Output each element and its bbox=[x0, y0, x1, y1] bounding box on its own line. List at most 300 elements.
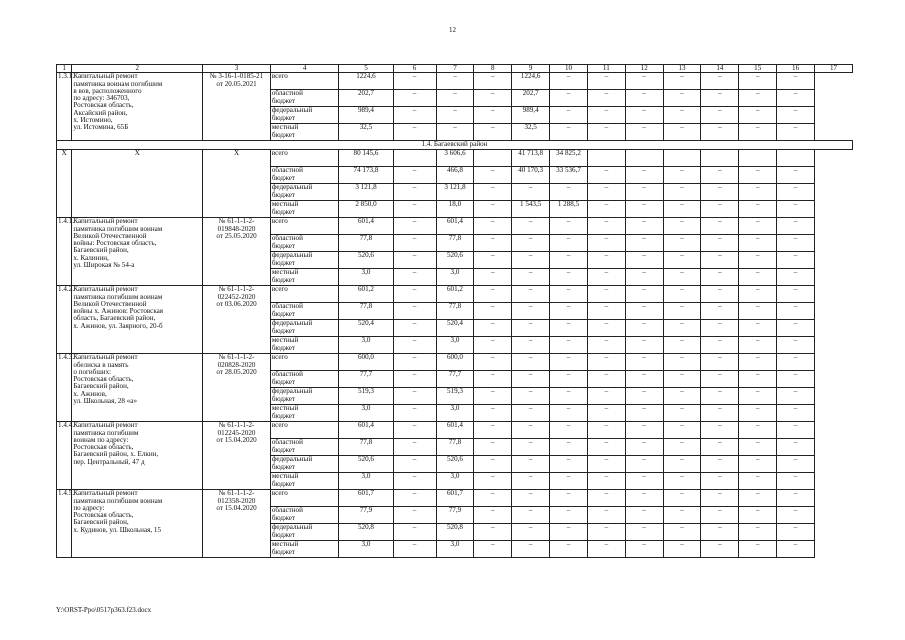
value-cell: – bbox=[625, 439, 663, 456]
value-cell: – bbox=[512, 337, 550, 354]
value-cell: – bbox=[625, 337, 663, 354]
value-cell: 601,4 bbox=[436, 218, 474, 235]
value-cell: 77,8 bbox=[339, 303, 393, 320]
value-cell: – bbox=[777, 405, 815, 422]
value-cell: – bbox=[393, 252, 436, 269]
value-cell: – bbox=[739, 524, 777, 541]
budget-table bbox=[56, 64, 853, 558]
funding-source: областной бюджет bbox=[270, 167, 339, 184]
value-cell: – bbox=[512, 269, 550, 286]
value-cell: 3,0 bbox=[436, 405, 474, 422]
value-cell: – bbox=[474, 456, 512, 473]
document-ref: № 3-16-1-0185-21 от 20.05.2021 bbox=[203, 73, 271, 141]
value-cell: – bbox=[739, 405, 777, 422]
value-cell: – bbox=[512, 456, 550, 473]
value-cell: – bbox=[701, 73, 739, 90]
value-cell: – bbox=[701, 354, 739, 371]
value-cell: – bbox=[550, 269, 588, 286]
value-cell: – bbox=[393, 354, 436, 371]
table-row bbox=[57, 150, 853, 167]
value-cell: – bbox=[550, 524, 588, 541]
value-cell: – bbox=[587, 286, 625, 303]
funding-source: местный бюджет bbox=[270, 201, 339, 218]
column-header: 8 bbox=[474, 65, 512, 73]
funding-source: местный бюджет bbox=[270, 405, 339, 422]
value-cell: – bbox=[701, 439, 739, 456]
document-ref: № 61-1-1-2- 019848-2020 от 25.05.2020 bbox=[203, 218, 271, 286]
funding-source: федеральный бюджет bbox=[270, 320, 339, 337]
object-name: Капитальный ремонт памятника погибшим воинам по адресу: Ростовская область, Багаевский район, х. Кудинов, ул. Школьная, 15 bbox=[72, 490, 203, 558]
value-cell: – bbox=[474, 107, 512, 124]
value-cell: – bbox=[512, 388, 550, 405]
value-cell: – bbox=[625, 354, 663, 371]
value-cell: – bbox=[777, 354, 815, 371]
table-row bbox=[57, 218, 853, 235]
value-cell: – bbox=[550, 320, 588, 337]
value-cell: – bbox=[512, 422, 550, 439]
value-cell: 520,6 bbox=[339, 456, 393, 473]
value-cell: – bbox=[587, 252, 625, 269]
value-cell: – bbox=[701, 371, 739, 388]
value-cell: – bbox=[663, 337, 701, 354]
value-cell: – bbox=[663, 405, 701, 422]
value-cell: – bbox=[777, 371, 815, 388]
value-cell: – bbox=[739, 184, 777, 201]
total-marker: Х bbox=[72, 150, 203, 218]
column-header: 11 bbox=[587, 65, 625, 73]
value-cell: – bbox=[663, 167, 701, 184]
value-cell: – bbox=[474, 490, 512, 507]
column-header: 7 bbox=[436, 65, 474, 73]
column-header: 13 bbox=[663, 65, 701, 73]
value-cell: – bbox=[512, 354, 550, 371]
value-cell: 77,7 bbox=[436, 371, 474, 388]
value-cell: – bbox=[777, 337, 815, 354]
value-cell: – bbox=[550, 184, 588, 201]
value-cell: – bbox=[587, 473, 625, 490]
value-cell: 520,8 bbox=[339, 524, 393, 541]
table-row bbox=[57, 73, 853, 90]
value-cell: 41 713,8 bbox=[512, 150, 550, 167]
value-cell: – bbox=[587, 167, 625, 184]
funding-source: областной бюджет bbox=[270, 439, 339, 456]
value-cell: 3,0 bbox=[339, 473, 393, 490]
object-name: Капитальный ремонт обелиска в память о погибших: Ростовская область, Багаевский район, х. Ажинов, ул. Школьная, 28 «а» bbox=[72, 354, 203, 422]
value-cell: – bbox=[739, 201, 777, 218]
value-cell: – bbox=[777, 286, 815, 303]
value-cell: – bbox=[663, 286, 701, 303]
value-cell: 600,0 bbox=[436, 354, 474, 371]
value-cell: – bbox=[625, 201, 663, 218]
value-cell: – bbox=[436, 107, 474, 124]
value-cell: – bbox=[739, 371, 777, 388]
value-cell: – bbox=[739, 124, 777, 141]
value-cell: – bbox=[663, 201, 701, 218]
value-cell: – bbox=[474, 167, 512, 184]
value-cell: – bbox=[474, 252, 512, 269]
value-cell: – bbox=[739, 456, 777, 473]
value-cell: – bbox=[777, 388, 815, 405]
funding-source: федеральный бюджет bbox=[270, 252, 339, 269]
value-cell: 520,6 bbox=[436, 252, 474, 269]
column-header: 1 bbox=[57, 65, 72, 73]
value-cell: – bbox=[550, 422, 588, 439]
value-cell: – bbox=[777, 320, 815, 337]
value-cell: – bbox=[625, 167, 663, 184]
value-cell: – bbox=[777, 73, 815, 90]
document-ref: № 61-1-1-2- 012245-2020 от 15.04.2020 bbox=[203, 422, 271, 490]
value-cell: – bbox=[550, 286, 588, 303]
value-cell: – bbox=[739, 422, 777, 439]
value-cell: – bbox=[393, 167, 436, 184]
funding-source: областной бюджет bbox=[270, 507, 339, 524]
value-cell: – bbox=[663, 303, 701, 320]
funding-source: всего bbox=[270, 286, 339, 303]
table-row bbox=[57, 490, 853, 507]
funding-source: местный бюджет bbox=[270, 124, 339, 141]
value-cell: – bbox=[587, 90, 625, 107]
value-cell: – bbox=[474, 388, 512, 405]
value-cell: – bbox=[701, 90, 739, 107]
value-cell: – bbox=[587, 320, 625, 337]
column-header: 5 bbox=[339, 65, 393, 73]
value-cell: – bbox=[393, 201, 436, 218]
funding-source: федеральный бюджет bbox=[270, 456, 339, 473]
value-cell: – bbox=[739, 167, 777, 184]
value-cell: – bbox=[663, 524, 701, 541]
value-cell: – bbox=[587, 184, 625, 201]
value-cell: – bbox=[474, 124, 512, 141]
value-cell: – bbox=[625, 90, 663, 107]
value-cell: – bbox=[777, 90, 815, 107]
value-cell: – bbox=[663, 388, 701, 405]
value-cell: – bbox=[663, 473, 701, 490]
value-cell: 1 543,5 bbox=[512, 201, 550, 218]
value-cell: – bbox=[739, 490, 777, 507]
value-cell: – bbox=[587, 218, 625, 235]
value-cell: – bbox=[512, 303, 550, 320]
value-cell: – bbox=[587, 303, 625, 320]
value-cell: 601,7 bbox=[436, 490, 474, 507]
value-cell: – bbox=[393, 473, 436, 490]
value-cell: – bbox=[663, 252, 701, 269]
value-cell: 1 288,5 bbox=[550, 201, 588, 218]
value-cell: 1224,6 bbox=[339, 73, 393, 90]
value-cell: – bbox=[393, 507, 436, 524]
row-number: 1.4.2. bbox=[57, 286, 72, 354]
value-cell: – bbox=[512, 252, 550, 269]
value-cell: – bbox=[777, 269, 815, 286]
value-cell bbox=[393, 150, 436, 167]
value-cell: – bbox=[625, 286, 663, 303]
value-cell bbox=[625, 150, 663, 167]
value-cell: – bbox=[777, 507, 815, 524]
value-cell: – bbox=[587, 235, 625, 252]
value-cell: – bbox=[777, 473, 815, 490]
value-cell: 77,9 bbox=[339, 507, 393, 524]
funding-source: всего bbox=[270, 354, 339, 371]
value-cell: 466,8 bbox=[436, 167, 474, 184]
value-cell: – bbox=[474, 235, 512, 252]
value-cell: – bbox=[701, 124, 739, 141]
funding-source: всего bbox=[270, 422, 339, 439]
column-header: 12 bbox=[625, 65, 663, 73]
funding-source: всего bbox=[270, 218, 339, 235]
value-cell: – bbox=[701, 337, 739, 354]
value-cell: 600,0 bbox=[339, 354, 393, 371]
value-cell: – bbox=[739, 320, 777, 337]
value-cell: – bbox=[663, 439, 701, 456]
value-cell: – bbox=[393, 184, 436, 201]
value-cell: – bbox=[739, 73, 777, 90]
value-cell: 202,7 bbox=[512, 90, 550, 107]
value-cell: 77,8 bbox=[436, 439, 474, 456]
value-cell: – bbox=[663, 90, 701, 107]
value-cell: 77,7 bbox=[339, 371, 393, 388]
value-cell: – bbox=[739, 337, 777, 354]
value-cell: – bbox=[587, 354, 625, 371]
value-cell: 3 121,8 bbox=[339, 184, 393, 201]
value-cell: – bbox=[512, 235, 550, 252]
value-cell: – bbox=[550, 252, 588, 269]
funding-source: областной бюджет bbox=[270, 235, 339, 252]
value-cell: – bbox=[474, 422, 512, 439]
value-cell: – bbox=[739, 107, 777, 124]
value-cell: 74 173,8 bbox=[339, 167, 393, 184]
value-cell: – bbox=[739, 473, 777, 490]
value-cell: – bbox=[625, 269, 663, 286]
value-cell: – bbox=[393, 73, 436, 90]
column-header: 4 bbox=[270, 65, 339, 73]
column-header: 10 bbox=[550, 65, 588, 73]
column-header: 15 bbox=[739, 65, 777, 73]
value-cell: – bbox=[739, 235, 777, 252]
value-cell: – bbox=[393, 235, 436, 252]
value-cell: – bbox=[663, 235, 701, 252]
funding-source: всего bbox=[270, 490, 339, 507]
value-cell: – bbox=[701, 473, 739, 490]
value-cell: – bbox=[739, 303, 777, 320]
value-cell: 3 606,6 bbox=[436, 150, 474, 167]
value-cell: – bbox=[701, 252, 739, 269]
funding-source: федеральный бюджет bbox=[270, 388, 339, 405]
value-cell: – bbox=[393, 456, 436, 473]
column-header: 3 bbox=[203, 65, 271, 73]
row-number: 1.4.5. bbox=[57, 490, 72, 558]
value-cell: – bbox=[587, 107, 625, 124]
value-cell: – bbox=[474, 473, 512, 490]
value-cell: 18,0 bbox=[436, 201, 474, 218]
value-cell: – bbox=[587, 456, 625, 473]
value-cell: – bbox=[587, 73, 625, 90]
value-cell: – bbox=[474, 354, 512, 371]
value-cell: – bbox=[663, 184, 701, 201]
value-cell: – bbox=[474, 269, 512, 286]
value-cell: 3,0 bbox=[339, 405, 393, 422]
value-cell: 202,7 bbox=[339, 90, 393, 107]
value-cell: 601,7 bbox=[339, 490, 393, 507]
value-cell: – bbox=[701, 490, 739, 507]
document-ref: № 61-1-1-2- 020828-2020 от 28.05.2020 bbox=[203, 354, 271, 422]
value-cell: – bbox=[777, 252, 815, 269]
value-cell: – bbox=[625, 524, 663, 541]
table-row bbox=[57, 354, 853, 371]
value-cell: – bbox=[587, 507, 625, 524]
value-cell: – bbox=[550, 73, 588, 90]
value-cell: – bbox=[587, 388, 625, 405]
value-cell: – bbox=[587, 201, 625, 218]
value-cell: – bbox=[625, 490, 663, 507]
value-cell: – bbox=[777, 235, 815, 252]
value-cell: 989,4 bbox=[339, 107, 393, 124]
value-cell: – bbox=[663, 124, 701, 141]
value-cell: 519,3 bbox=[436, 388, 474, 405]
value-cell: – bbox=[701, 286, 739, 303]
value-cell: – bbox=[587, 541, 625, 558]
row-number: 1.3.1. bbox=[57, 73, 72, 141]
value-cell: – bbox=[663, 320, 701, 337]
value-cell: 3,0 bbox=[339, 541, 393, 558]
value-cell: – bbox=[436, 73, 474, 90]
value-cell: – bbox=[625, 124, 663, 141]
value-cell: – bbox=[393, 218, 436, 235]
value-cell: – bbox=[625, 473, 663, 490]
value-cell: – bbox=[701, 388, 739, 405]
value-cell: – bbox=[474, 218, 512, 235]
value-cell: – bbox=[474, 524, 512, 541]
value-cell: – bbox=[512, 473, 550, 490]
total-marker: Х bbox=[203, 150, 271, 218]
value-cell: – bbox=[587, 371, 625, 388]
value-cell: – bbox=[587, 524, 625, 541]
value-cell: 77,9 bbox=[436, 507, 474, 524]
row-number: 1.4.4. bbox=[57, 422, 72, 490]
value-cell: – bbox=[393, 490, 436, 507]
value-cell: – bbox=[587, 124, 625, 141]
object-name: Капитальный ремонт памятника погибшим воинам Великой Отечественной войны: Ростовская область, Багаевский район, х. Калинин, ул. Широкая № 54-а bbox=[72, 218, 203, 286]
value-cell: 3,0 bbox=[339, 269, 393, 286]
value-cell: – bbox=[777, 167, 815, 184]
value-cell: – bbox=[550, 218, 588, 235]
footer-file-path: Y:\ORST-Ppo\0517p363.f23.docx bbox=[56, 606, 152, 614]
value-cell: – bbox=[625, 73, 663, 90]
value-cell: – bbox=[474, 405, 512, 422]
value-cell: – bbox=[739, 218, 777, 235]
funding-source: федеральный бюджет bbox=[270, 107, 339, 124]
value-cell: – bbox=[739, 286, 777, 303]
value-cell: 2 850,0 bbox=[339, 201, 393, 218]
table-row bbox=[57, 422, 853, 439]
value-cell: – bbox=[550, 303, 588, 320]
value-cell: – bbox=[393, 269, 436, 286]
value-cell: – bbox=[474, 90, 512, 107]
value-cell: – bbox=[393, 124, 436, 141]
value-cell: – bbox=[701, 303, 739, 320]
value-cell: 40 170,3 bbox=[512, 167, 550, 184]
value-cell: – bbox=[625, 235, 663, 252]
value-cell: – bbox=[587, 439, 625, 456]
value-cell: – bbox=[393, 90, 436, 107]
value-cell: – bbox=[474, 303, 512, 320]
value-cell: 601,4 bbox=[339, 422, 393, 439]
table-row bbox=[57, 286, 853, 303]
value-cell: – bbox=[393, 524, 436, 541]
value-cell: 3,0 bbox=[436, 473, 474, 490]
value-cell: – bbox=[625, 184, 663, 201]
funding-source: местный бюджет bbox=[270, 269, 339, 286]
object-name: Капитальный ремонт памятника погибшим воинам Великой Отечественной войны х. Ажинов: Ростовская область, Багаевский район, х. Ажинов, ул. Заярного, 20-б bbox=[72, 286, 203, 354]
value-cell: – bbox=[663, 107, 701, 124]
value-cell: 989,4 bbox=[512, 107, 550, 124]
value-cell: – bbox=[739, 90, 777, 107]
value-cell bbox=[777, 150, 815, 167]
value-cell: – bbox=[393, 371, 436, 388]
value-cell: – bbox=[777, 439, 815, 456]
value-cell: – bbox=[701, 201, 739, 218]
value-cell: – bbox=[474, 337, 512, 354]
value-cell: – bbox=[550, 354, 588, 371]
value-cell: 601,4 bbox=[436, 422, 474, 439]
value-cell: – bbox=[701, 218, 739, 235]
funding-source: областной бюджет bbox=[270, 371, 339, 388]
document-ref: № 61-1-1-2- 022452-2020 от 03.06.2020 bbox=[203, 286, 271, 354]
value-cell: – bbox=[393, 422, 436, 439]
value-cell: – bbox=[550, 90, 588, 107]
value-cell: – bbox=[512, 371, 550, 388]
value-cell: – bbox=[587, 405, 625, 422]
page-number: 12 bbox=[449, 26, 456, 34]
value-cell bbox=[474, 150, 512, 167]
value-cell: – bbox=[512, 507, 550, 524]
value-cell: – bbox=[625, 320, 663, 337]
value-cell: – bbox=[474, 541, 512, 558]
value-cell: – bbox=[739, 354, 777, 371]
row-number: 1.4.1. bbox=[57, 218, 72, 286]
value-cell: – bbox=[777, 303, 815, 320]
value-cell: 77,8 bbox=[436, 303, 474, 320]
value-cell: – bbox=[777, 124, 815, 141]
value-cell: – bbox=[393, 303, 436, 320]
column-header: 2 bbox=[72, 65, 203, 73]
value-cell: – bbox=[663, 218, 701, 235]
value-cell: – bbox=[701, 507, 739, 524]
value-cell: – bbox=[625, 507, 663, 524]
value-cell: – bbox=[474, 184, 512, 201]
value-cell: – bbox=[474, 286, 512, 303]
value-cell: – bbox=[512, 524, 550, 541]
value-cell: – bbox=[550, 490, 588, 507]
value-cell: – bbox=[739, 507, 777, 524]
value-cell: – bbox=[739, 541, 777, 558]
value-cell: – bbox=[701, 524, 739, 541]
value-cell: – bbox=[625, 252, 663, 269]
value-cell: – bbox=[777, 184, 815, 201]
value-cell: – bbox=[474, 320, 512, 337]
value-cell: 520,6 bbox=[436, 456, 474, 473]
value-cell: – bbox=[739, 252, 777, 269]
value-cell: – bbox=[701, 422, 739, 439]
value-cell: – bbox=[436, 90, 474, 107]
value-cell: – bbox=[550, 541, 588, 558]
value-cell: – bbox=[393, 388, 436, 405]
funding-source: местный бюджет bbox=[270, 337, 339, 354]
document-ref: № 61-1-1-2- 012358-2020 от 15.04.2020 bbox=[203, 490, 271, 558]
value-cell: 1224,6 bbox=[512, 73, 550, 90]
value-cell: – bbox=[625, 303, 663, 320]
value-cell: 520,8 bbox=[436, 524, 474, 541]
value-cell: – bbox=[625, 541, 663, 558]
value-cell: – bbox=[587, 337, 625, 354]
